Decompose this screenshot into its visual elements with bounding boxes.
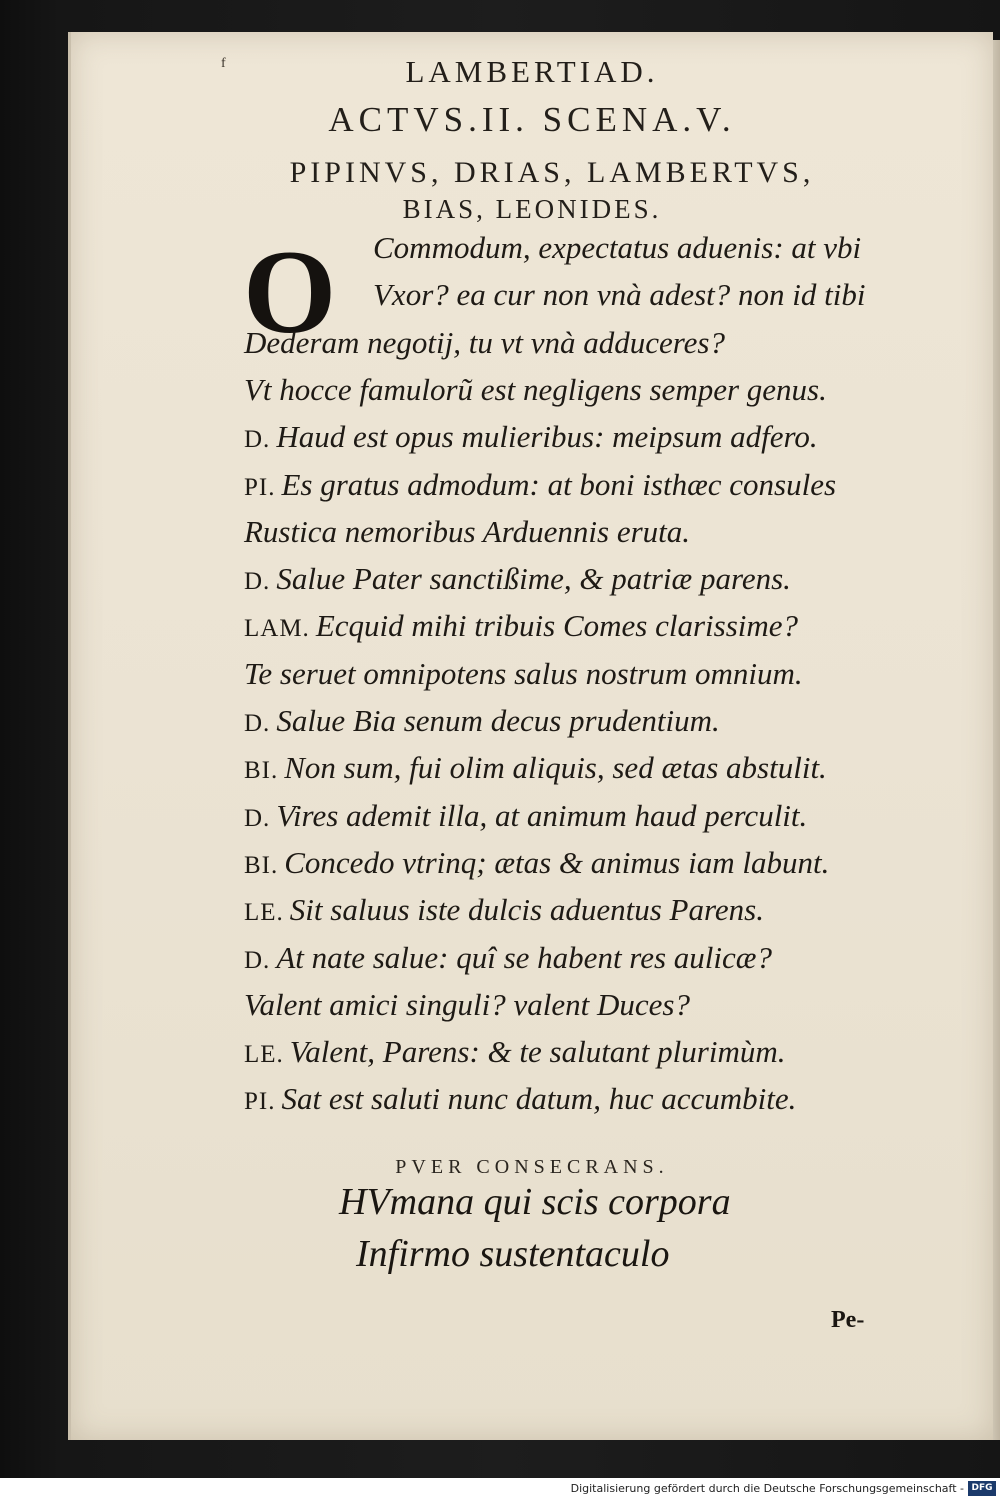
verse-text: At nate salue: quî se habent res aulicæ? [276, 939, 772, 975]
speaker-label: PI. [244, 473, 276, 501]
speaker-label: D. [244, 946, 271, 974]
catchword: Pe- [831, 1307, 865, 1333]
speaker-label: D. [244, 710, 271, 737]
verse-line [244, 798, 807, 834]
hymn-line: HVmana qui scis corpora [339, 1181, 731, 1223]
verse-text: Commodum, expectatus aduenis: at vbi [373, 230, 862, 265]
verse-text: Es gratus admodum: at boni isthæc consules [281, 466, 837, 502]
running-head: LAMBERTIAD. [405, 54, 659, 89]
verse-text: Salue Bia senum decus prudentium. [276, 703, 720, 738]
hymn-heading: PVER CONSECRANS. [395, 1156, 669, 1178]
verse-line [244, 703, 720, 739]
verse-line [373, 277, 866, 313]
verse-line [244, 987, 690, 1023]
verse-line [244, 372, 827, 408]
speaker-label: BI. [244, 851, 279, 879]
verse-text: Non sum, fui olim aliquis, sed ætas abstulit. [284, 750, 827, 786]
verse-text: Te seruet omnipotens salus nostrum omnium. [244, 655, 803, 691]
dfg-logo: DFG [968, 1481, 996, 1496]
verse-line [244, 940, 772, 976]
verse-line [244, 845, 829, 881]
verse-line [244, 514, 690, 550]
verse-line [244, 608, 798, 644]
drop-capital: O [243, 225, 337, 358]
verse-text: Vxor? ea cur non vnà adest? non id tibi [373, 277, 866, 313]
verse-line [244, 419, 818, 455]
verse-text: Valent, Parens: & te salutant plurimùm. [289, 1034, 786, 1070]
speaker-label: BI. [244, 757, 279, 785]
speaker-label: LAM. [244, 615, 310, 643]
verse-text: Salue Pater sanctißime, & patriæ parens. [276, 561, 791, 597]
verse-text: Rustica nemoribus Arduennis eruta. [244, 513, 691, 549]
verse-text: Valent amici singuli? valent Duces? [244, 986, 690, 1022]
dramatis-personae-line-2: BIAS, LEONIDES. [402, 194, 662, 224]
dramatis-personae-line-1: PIPINVS, DRIAS, LAMBERTVS, [289, 156, 815, 189]
verse-line [244, 467, 836, 503]
page-mark: f [221, 56, 226, 71]
speaker-label: D. [244, 426, 271, 454]
verse-text: Sat est saluti nunc datum, huc accumbite. [281, 1081, 797, 1117]
verse-text: Vires ademit illa, at animum haud perculit. [276, 797, 808, 833]
verse-line [244, 750, 827, 786]
hymn-line: Infirmo sustentaculo [356, 1233, 670, 1275]
verse-text: Dederam negotij, tu vt vnà adduceres? [244, 324, 725, 360]
verse-line [244, 325, 725, 361]
verse-text: Concedo vtrinq; ætas & animus iam labunt. [284, 844, 830, 880]
digitization-footer [0, 1478, 1000, 1500]
verse-text: Sit saluus iste dulcis aduentus Parens. [289, 892, 764, 928]
speaker-label: LE. [244, 899, 284, 927]
verse-text: Ecquid mihi tribuis Comes clarissime? [315, 608, 799, 644]
speaker-label: PI. [244, 1088, 276, 1116]
book-page [68, 32, 993, 1440]
speaker-label: LE. [244, 1041, 284, 1069]
verse-line [244, 656, 803, 692]
speaker-label: D. [244, 568, 271, 596]
verse-line [244, 892, 764, 928]
speaker-label: D. [244, 804, 271, 832]
footer-credit: Digitalisierung gefördert durch die Deutsche Forschungsgemeinschaft - [570, 1482, 964, 1495]
verse-line [244, 1081, 796, 1117]
verse-line [244, 561, 791, 597]
act-scene-title: ACTVS.II. SCENA.V. [328, 100, 736, 139]
verse-line [244, 1034, 785, 1070]
verse-line [373, 230, 861, 266]
verse-text: Vt hocce famulorũ est negligens semper genus. [244, 371, 827, 407]
verse-text: Haud est opus mulieribus: meipsum adfero. [276, 419, 818, 455]
